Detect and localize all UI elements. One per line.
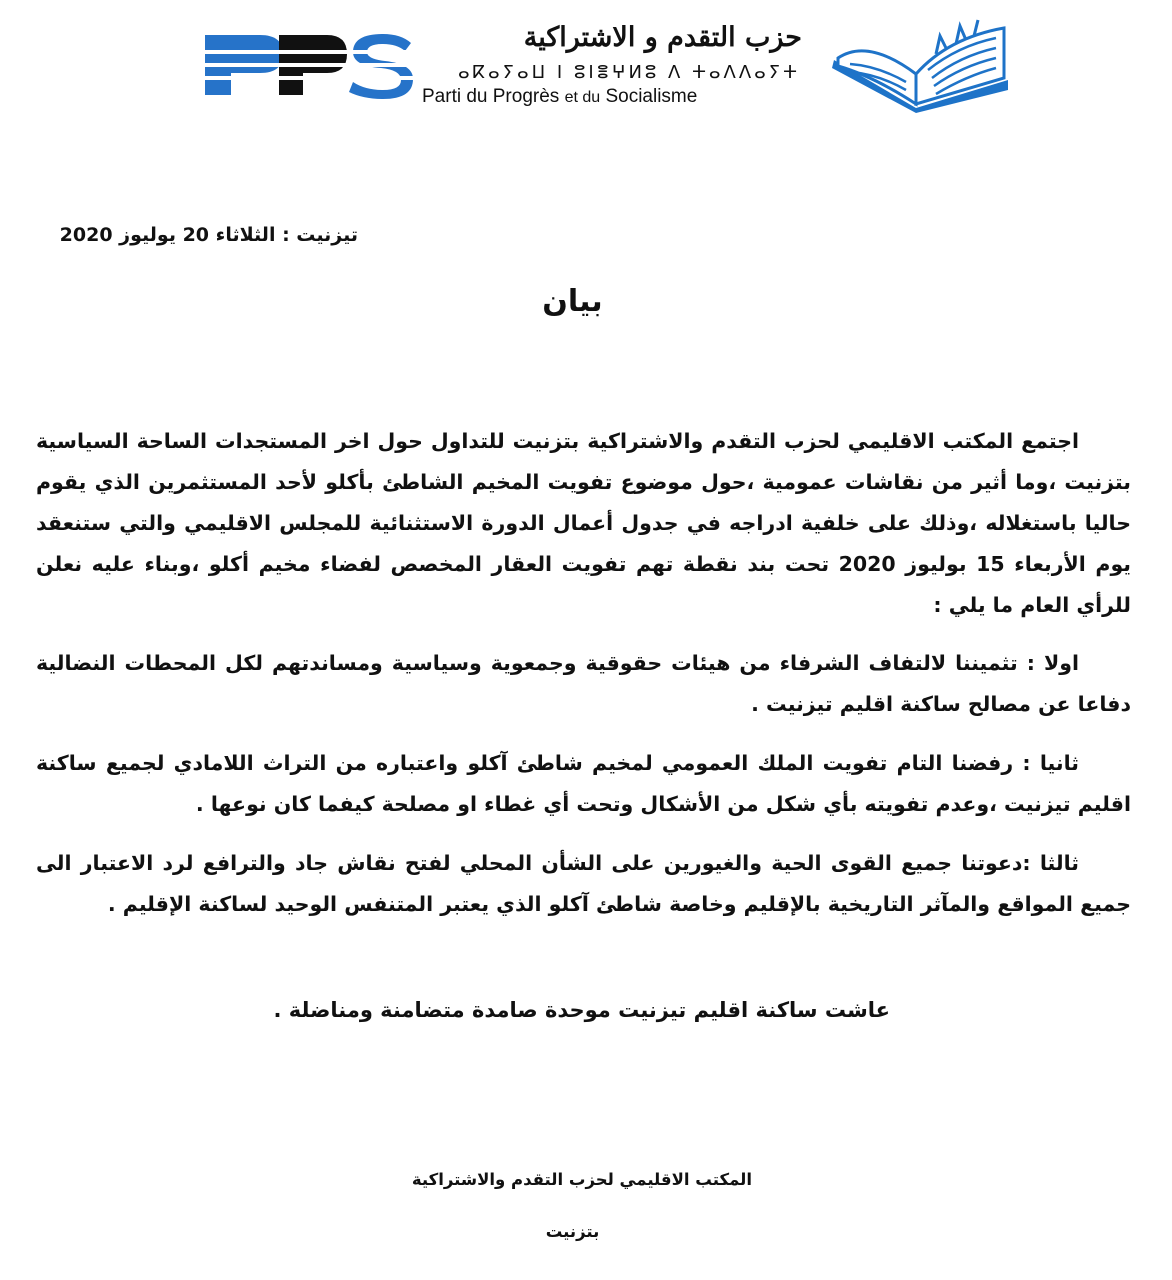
document-date: تيزنيت : الثلاثاء 20 يوليوز 2020 [59, 224, 358, 246]
party-name-french-main: Parti du Progrès [422, 86, 560, 107]
open-book-emblem-icon [828, 18, 1013, 113]
signature-city: بتزنيت [545, 1222, 600, 1241]
intro-paragraph-text: اجتمع المكتب الاقليمي لحزب التقدم والاشتراكية بتزنيت للتداول حول اخر المستجدات الساحة السياسية بتزنيت ،وما أثير من نقاشات عمومية ،حول موضوع تفويت المخيم الشاطئ بأكلو لأحد المستثمرين الذي يقوم حاليا باستغلاله ،وذلك على خلفية ادراجه في جدول أعمال الدورة الاستثنائية للمجلس الاقليمي والتي ستنعقد يوم الأربعاء 15 بوليوز 2020 تحت بند نقطة تهم تفويت العقار المخصص لفضاء مخيم أكلو ،وبناء عليه نعلن للرأي العام ما يلي : [36, 429, 1131, 617]
party-name-french-connector: et du [564, 89, 601, 106]
second-point-text: ثانيا : رفضنا التام تفويت الملك العمومي لمخيم شاطئ آكلو واعتباره من التراث اللامادي لجميع ساكنة اقليم تيزنيت ،وعدم تفويته بأي شكل من الأشكال وتحت أي غطاء او مصلحة كيفما كان نوعها . [36, 751, 1131, 816]
first-point-paragraph [36, 643, 1131, 725]
closing-slogan: عاشت ساكنة اقليم تيزنيت موحدة صامدة متضامنة ومناضلة . [273, 998, 890, 1022]
party-name-tifinagh: ⴰⴽⴰⵢⴰⵡ ⵏ ⵓⵏⴻⵖⵍⵓ ⴷ ⵜⴰⴷⴷⴰⵢⵜ [458, 62, 800, 83]
pps-logo [205, 30, 415, 100]
party-name-french-end: Socialisme [605, 86, 698, 107]
party-names [420, 22, 810, 117]
third-point-paragraph [36, 843, 1131, 925]
signature-office: المكتب الاقليمي لحزب التقدم والاشتراكية [411, 1170, 752, 1189]
party-name-arabic: حزب التقدم و الاشتراكية [523, 22, 802, 53]
party-name-french [422, 86, 697, 108]
intro-paragraph [36, 421, 1131, 626]
first-point-text: اولا : تثميننا لالتفاف الشرفاء من هيئات حقوقية وجمعوية وسياسية ومساندتهم لكل المحطات النضالية دفاعا عن مصالح ساكنة اقليم تيزنيت . [36, 651, 1131, 716]
document-title: بيان [542, 284, 603, 319]
letterhead [0, 0, 1172, 125]
second-point-paragraph [36, 743, 1131, 825]
third-point-text: ثالثا :دعوتنا جميع القوى الحية والغيورين على الشأن المحلي لفتح نقاش جاد والترافع لرد الاعتبار الى جميع المواقع والمآثر التاريخية بالإقليم وخاصة شاطئ آكلو الذي يعتبر المتنفس الوحيد لساكنة الإقليم . [36, 851, 1131, 916]
